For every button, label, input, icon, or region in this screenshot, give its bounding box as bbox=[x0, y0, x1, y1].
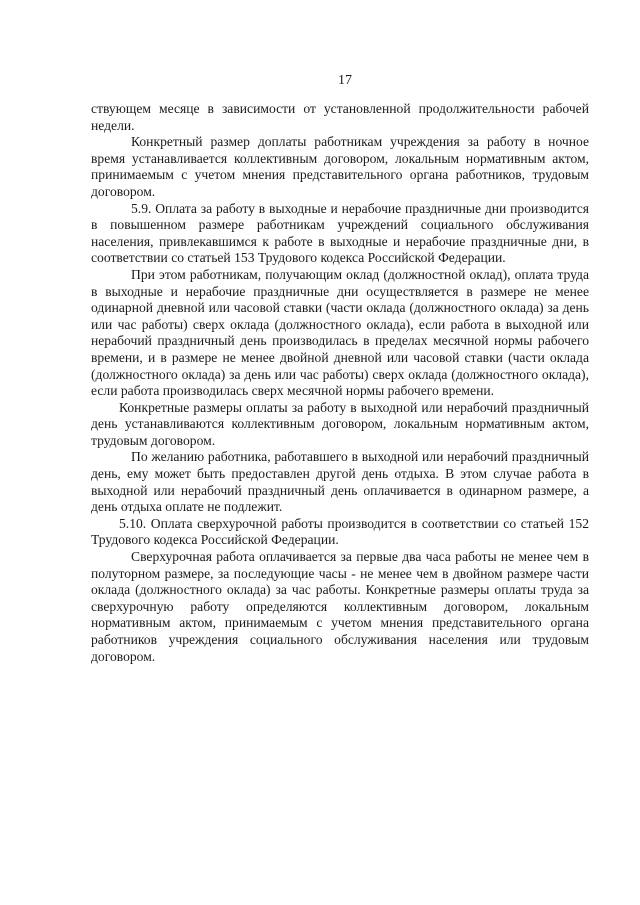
paragraph-salaried-workers: При этом работникам, получающим оклад (должностной оклад), оплата труда в выходные и нерабочие праздничные дни осуществляется в размере не менее одинарной дневной или часовой ставки (части оклада (должностного оклада) за день или час работы) сверх оклада (должностного оклада), если работа в выходной или нерабочий праздничный день производилась в пределах месячной нормы рабочего времени, и в размере не менее двойной дневной или часовой ставки (части оклада (должностного оклада) за день или час работы) сверх оклада (должностного оклада), если работа производилась сверх месячной нормы рабочего времени. bbox=[91, 266, 589, 399]
paragraph-night-work-pay: Конкретный размер доплаты работникам учреждения за работу в ночное время устанавливается коллективным договором, локальным нормативным актом, принимаемым с учетом мнения представительного органа работников, трудовым договором. bbox=[91, 134, 589, 199]
paragraph-5-10: 5.10. Оплата сверхурочной работы производится в соответствии со статьей 152 Трудового кодекса Российской Федерации. bbox=[91, 515, 589, 548]
paragraph-overtime: Сверхурочная работа оплачивается за первые два часа работы не менее чем в полуторном размере, за последующие часы - не менее чем в двойном размере части оклада (должностного оклада) за час работы. Конкретные размеры оплаты труда за сверхурочную работу определяются коллективным договором, локальным нормативным актом, принимаемым с учетом мнения представительного органа работников учреждения социального обслуживания населения или трудовым договором. bbox=[91, 549, 589, 664]
paragraph-continuation: ствующем месяце в зависимости от установленной продолжительности рабочей недели. bbox=[91, 101, 589, 133]
paragraph-day-off: По желанию работника, работавшего в выходной или нерабочий праздничный день, ему может быть предоставлен другой день отдыха. В этом случае работа в выходной или нерабочий праздничный день оплачивается в одинарном размере, а день отдыха оплате не подлежит. bbox=[91, 449, 589, 515]
paragraph-holiday-pay-amounts: Конкретные размеры оплаты за работу в выходной или нерабочий праздничный день устанавливаются коллективным договором, локальным нормативным актом, трудовым договором. bbox=[91, 399, 589, 448]
paragraph-5-9: 5.9. Оплата за работу в выходные и нерабочие праздничные дни производится в повышенном размере работникам учреждений социального обслуживания населения, привлекавшимся к работе в выходные и нерабочие праздничные дни, в соответствии со статьей 153 Трудового кодекса Российской Федерации. bbox=[91, 200, 589, 266]
document-body bbox=[91, 101, 589, 665]
page-number: 17 bbox=[338, 73, 352, 88]
